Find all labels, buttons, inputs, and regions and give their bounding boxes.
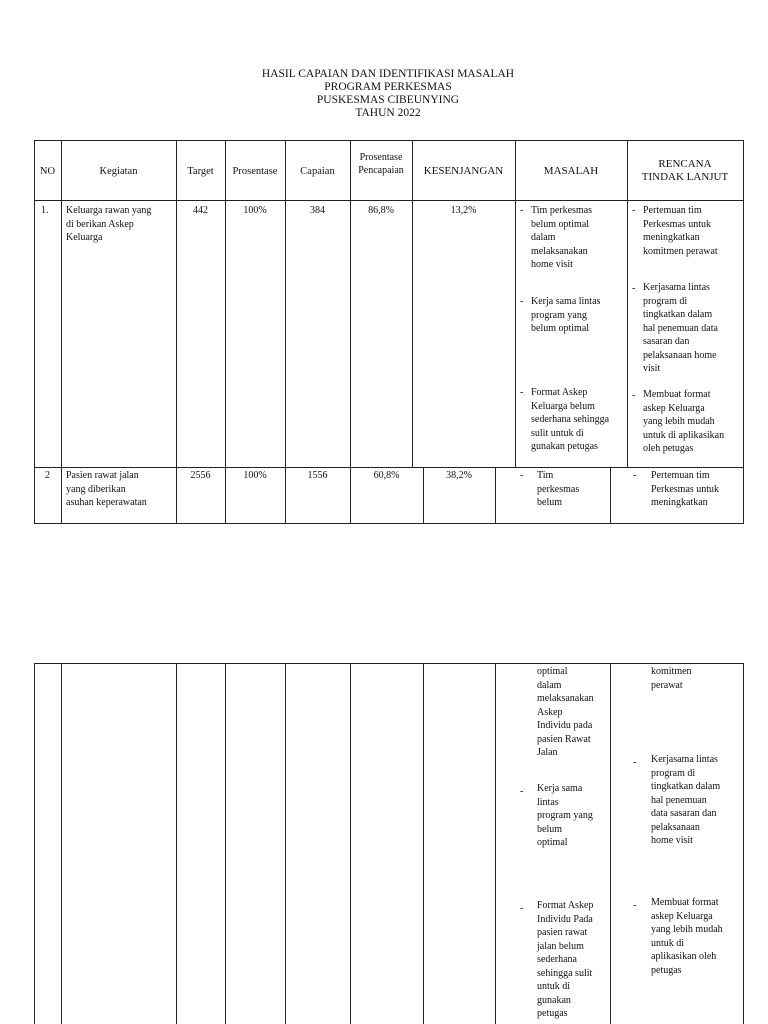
- text-line: Askep: [537, 706, 563, 718]
- text-line: untuk di: [651, 937, 685, 949]
- row2-masalah-3: [537, 899, 593, 1021]
- text-line: Format Askep: [537, 900, 594, 911]
- title-line-1: HASIL CAPAIAN DAN IDENTIFIKASI MASALAH: [261, 68, 515, 80]
- row2-kegiatan: [66, 469, 147, 510]
- row1-masalah-3: [531, 386, 609, 454]
- text-line: untuk di: [537, 981, 571, 992]
- text-line: yang lebih mudah: [643, 416, 715, 427]
- row2-masalah-p1: [537, 469, 579, 510]
- col-border: [495, 663, 496, 1024]
- text-line: Format Askep: [531, 387, 588, 398]
- row1-masalah-1: [531, 204, 592, 272]
- col-border: [285, 663, 286, 1024]
- header-kegiatan: Kegiatan: [99, 166, 138, 177]
- header-prosentase: Prosentase: [232, 166, 278, 177]
- title-line-2: PROGRAM PERKESMAS: [324, 81, 452, 93]
- row2-rtl-2: [651, 753, 720, 848]
- text-line: askep Keluarga: [643, 402, 705, 414]
- header-masalah: MASALAH: [543, 165, 599, 177]
- row1-kegiatan-line: Keluarga rawan yang: [66, 205, 152, 216]
- text-line: tingkatkan dalam: [651, 781, 721, 792]
- text-line: home visit: [651, 835, 693, 846]
- header-prosentase-pencapaian-1: Prosentase: [359, 152, 403, 163]
- text-line: Kerjasama lintas: [643, 282, 710, 293]
- text-line: Jalan: [537, 747, 558, 758]
- text-line: Kerjasama lintas: [651, 754, 718, 765]
- text-line: petugas: [651, 964, 682, 976]
- text-line: belum optimal: [531, 323, 590, 334]
- text-line: hal penemuan: [651, 794, 707, 806]
- col-border: [610, 663, 611, 1024]
- header-kesenjangan: KESENJANGAN: [423, 165, 504, 177]
- text-line: melaksanakan: [531, 245, 588, 257]
- col-border: [34, 140, 35, 524]
- row2-capaian: 1556: [307, 470, 328, 481]
- text-line: gunakan: [537, 994, 571, 1006]
- text-line: meningkatkan: [651, 497, 708, 508]
- bullet-dash: -: [632, 390, 636, 401]
- text-line: tingkatkan dalam: [643, 309, 713, 320]
- bullet-dash: -: [632, 205, 636, 216]
- text-line: sulit untuk di: [531, 427, 584, 439]
- text-line: program di: [643, 295, 688, 307]
- text-line: Keluarga belum: [531, 400, 595, 412]
- text-line: pasien Rawat: [537, 733, 591, 745]
- col-border: [627, 140, 628, 467]
- col-border: [423, 663, 424, 1024]
- bullet-dash: -: [520, 786, 524, 797]
- text-line: asuhan keperawatan: [66, 497, 147, 508]
- row1-masalah-2: [531, 295, 600, 336]
- col-border: [743, 140, 744, 524]
- row1-rtl-2: [643, 281, 718, 376]
- text-line: untuk di aplikasikan: [643, 429, 725, 441]
- text-line: Perkesmas untuk: [643, 218, 712, 230]
- bullet-dash: -: [520, 903, 524, 914]
- text-line: melaksanakan: [537, 693, 594, 704]
- text-line: komitmen: [651, 666, 692, 677]
- table-border-top: [34, 140, 744, 141]
- bullet-dash: -: [632, 283, 636, 294]
- row1-rtl-3: [643, 388, 724, 456]
- col-border: [610, 467, 611, 524]
- table-border-top: [34, 663, 744, 664]
- text-line: lintas: [537, 796, 559, 808]
- text-line: pasien rawat: [537, 927, 588, 938]
- text-line: sasaran dan: [643, 336, 690, 347]
- row2-pencapaian: 60,8%: [373, 470, 400, 481]
- header-prosentase-pencapaian-2: Pencapaian: [358, 165, 404, 176]
- row1-kegiatan-line: di berikan Askep: [66, 218, 134, 230]
- row1-no: 1.: [41, 205, 49, 216]
- row2-no: 2: [45, 470, 50, 481]
- text-line: belum: [537, 823, 562, 835]
- bullet-dash: -: [520, 296, 524, 307]
- row2-masalah-cont: [537, 665, 594, 760]
- title-line-3: PUSKESMAS CIBEUNYING: [316, 94, 460, 106]
- col-border: [61, 663, 62, 1024]
- text-line: home visit: [531, 259, 573, 270]
- row2-masalah-2: [537, 782, 593, 850]
- text-line: pelaksanaan: [651, 821, 700, 833]
- text-line: data sasaran dan: [651, 808, 717, 819]
- text-line: Individu pada: [537, 720, 593, 731]
- col-border: [495, 467, 496, 524]
- row-divider: [34, 467, 744, 468]
- text-line: Pertemuan tim: [643, 205, 702, 216]
- bullet-dash: -: [520, 470, 524, 481]
- text-line: belum optimal: [531, 218, 590, 230]
- col-border: [225, 663, 226, 1024]
- row2-target: 2556: [190, 470, 211, 481]
- col-border: [412, 140, 413, 467]
- text-line: dalam: [531, 232, 556, 243]
- row1-rtl-1: [643, 204, 718, 258]
- text-line: Kerja sama: [537, 783, 583, 794]
- row1-capaian: 384: [310, 205, 325, 216]
- row2-rtl-cont: [651, 665, 692, 692]
- text-line: askep Keluarga: [651, 910, 713, 922]
- col-border: [350, 663, 351, 1024]
- text-line: oleh petugas: [643, 443, 694, 454]
- text-line: Tim perkesmas: [531, 205, 593, 216]
- row2-prosentase: 100%: [243, 470, 267, 481]
- text-line: Pasien rawat jalan: [66, 470, 139, 481]
- text-line: gunakan petugas: [531, 441, 598, 452]
- col-border: [176, 140, 177, 524]
- text-line: Membuat format: [651, 897, 719, 908]
- text-line: Tim: [537, 470, 554, 481]
- bullet-dash: -: [520, 387, 524, 398]
- text-line: program di: [651, 767, 696, 779]
- text-line: jalan belum: [537, 940, 584, 952]
- bullet-dash: -: [633, 900, 637, 911]
- title-line-4: TAHUN 2022: [355, 107, 421, 119]
- text-line: optimal: [537, 837, 568, 848]
- text-line: Membuat format: [643, 389, 711, 400]
- text-line: program yang: [531, 309, 587, 321]
- bullet-dash: -: [520, 205, 524, 216]
- text-line: komitmen perawat: [643, 245, 718, 257]
- text-line: Individu Pada: [537, 913, 593, 925]
- row2-kesenjangan: 38,2%: [446, 470, 472, 481]
- text-line: yang lebih mudah: [651, 924, 723, 935]
- header-rtl-2: TINDAK LANJUT: [641, 171, 729, 183]
- header-target: Target: [187, 166, 214, 177]
- text-line: belum: [537, 497, 562, 508]
- row1-kesenjangan: 13,2%: [450, 205, 477, 216]
- text-line: aplikasikan oleh: [651, 951, 717, 962]
- col-border: [350, 140, 351, 524]
- col-border: [743, 663, 744, 1024]
- table-border-bottom: [34, 523, 744, 524]
- text-line: visit: [643, 363, 661, 374]
- text-line: Kerja sama lintas: [531, 296, 601, 307]
- col-border: [285, 140, 286, 524]
- text-line: sederhana sehingga: [531, 414, 610, 425]
- row1-kegiatan-line: Keluarga: [66, 232, 103, 243]
- bullet-dash: -: [633, 470, 637, 481]
- header-divider: [34, 200, 744, 201]
- bullet-dash: -: [633, 757, 637, 768]
- text-line: hal penemuan data: [643, 322, 718, 334]
- col-border: [225, 140, 226, 524]
- text-line: perawat: [651, 679, 683, 691]
- text-line: program yang: [537, 810, 593, 821]
- text-line: dalam: [537, 679, 562, 691]
- row2-rtl-3: [651, 896, 723, 977]
- text-line: petugas: [537, 1008, 568, 1019]
- col-border: [34, 663, 35, 1024]
- header-capaian: Capaian: [300, 166, 335, 177]
- text-line: Perkesmas untuk: [651, 483, 720, 495]
- col-border: [61, 140, 62, 524]
- text-line: sederhana: [537, 954, 577, 965]
- header-no: NO: [39, 166, 56, 177]
- text-line: Pertemuan tim: [651, 470, 710, 481]
- col-border: [515, 140, 516, 467]
- text-line: pelaksanaan home: [643, 349, 717, 361]
- text-line: perkesmas: [537, 483, 580, 495]
- header-rtl-1: RENCANA: [658, 158, 712, 170]
- row1-prosentase: 100%: [243, 205, 267, 216]
- text-line: sehingga sulit: [537, 967, 593, 979]
- row1-kegiatan: [66, 204, 151, 245]
- row1-target: 442: [193, 205, 208, 216]
- document-title: [0, 68, 768, 120]
- row2-rtl-p1: [651, 469, 719, 510]
- text-line: optimal: [537, 666, 568, 677]
- col-border: [176, 663, 177, 1024]
- text-line: yang diberikan: [66, 483, 126, 495]
- row1-pencapaian: 86,8%: [368, 205, 394, 216]
- text-line: meningkatkan: [643, 232, 700, 243]
